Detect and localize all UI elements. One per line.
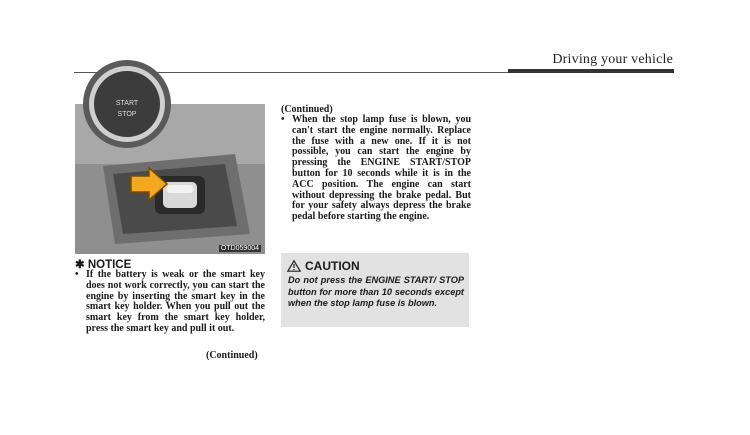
stop-label: STOP: [117, 111, 137, 118]
stop-lamp-fuse-text: [281, 115, 471, 223]
start-label: START: [115, 100, 139, 107]
continued-label-left: (Continued): [206, 350, 258, 361]
caution-body: Do not press the ENGINE START/ STOP button for more than 10 seconds except when the stop lamp fuse is blown.: [288, 275, 464, 309]
smart-key-holder-photo: [75, 100, 265, 254]
page-header-title: Driving your vehicle: [552, 52, 673, 67]
notice-body: [75, 270, 265, 335]
caution-box: [281, 253, 469, 327]
notice-paragraph: If the battery is weak or the smart key does not work correctly, you can start the engine by inserting the smart key in the smart key holder. When you pull out the smart key from the smart key holder, press the smart key and pull it out.: [86, 269, 265, 334]
notice-heading: ✱ NOTICE: [75, 259, 132, 271]
right-bullet: •: [281, 114, 285, 125]
caution-heading: CAUTION: [305, 259, 360, 273]
caution-header: [287, 259, 360, 273]
start-stop-button-image: [83, 60, 171, 148]
figure-code: OTD059004: [220, 245, 259, 252]
warning-triangle-icon: [287, 260, 301, 272]
right-paragraph: When the stop lamp fuse is blown, you can't start the engine normally. Replace the fuse with a new one. If it is not possible, you can start the engine by pressing the ENGINE START/STOP button for 10 seconds while it is in the ACC position. The engine can start without depressing the brake pedal. But for your safety always depress the brake pedal before starting the engine.: [292, 114, 471, 223]
notice-bullet: •: [75, 269, 79, 280]
header-rule-accent: [508, 69, 674, 73]
key-holder-slot-image: [103, 154, 250, 244]
continued-label-right: (Continued): [281, 104, 333, 115]
